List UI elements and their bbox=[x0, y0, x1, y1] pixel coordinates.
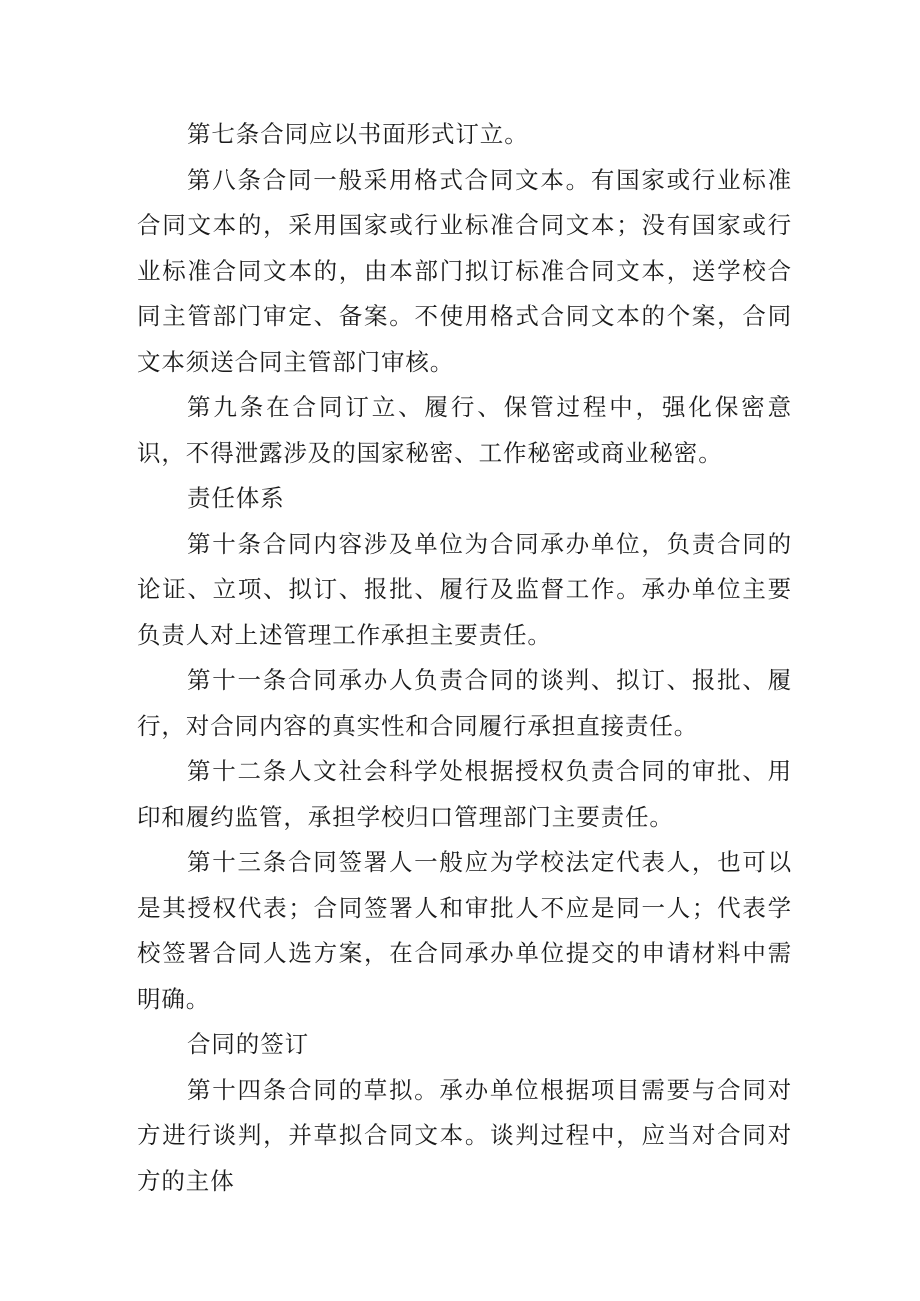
article-11: 第十一条合同承办人负责合同的谈判、拟订、报批、履行，对合同内容的真实性和合同履行承担直接责任。 bbox=[137, 666, 792, 740]
section-heading-signing: 合同的签订 bbox=[187, 1030, 309, 1058]
article-12: 第十二条人文社会科学处根据授权负责合同的审批、用印和履约监管，承担学校归口管理部门主要责任。 bbox=[137, 757, 792, 831]
article-10: 第十条合同内容涉及单位为合同承办单位，负责合同的论证、立项、拟订、报批、履行及监督工作。承办单位主要负责人对上述管理工作承担主要责任。 bbox=[137, 529, 792, 649]
article-13: 第十三条合同签署人一般应为学校法定代表人，也可以是其授权代表；合同签署人和审批人不应是同一人；代表学校签署合同人选方案，在合同承办单位提交的申请材料中需明确。 bbox=[137, 848, 792, 1013]
article-7: 第七条合同应以书面形式订立。 bbox=[187, 120, 529, 148]
article-9: 第九条在合同订立、履行、保管过程中，强化保密意识，不得泄露涉及的国家秘密、工作秘密或商业秘密。 bbox=[137, 393, 792, 467]
section-heading-responsibility: 责任体系 bbox=[187, 484, 285, 512]
article-8: 第八条合同一般采用格式合同文本。有国家或行业标准合同文本的，采用国家或行业标准合同文本；没有国家或行业标准合同文本的，由本部门拟订标准合同文本，送学校合同主管部门审定、备案。不使用格式合同文本的个案，合同文本须送合同主管部门审核。 bbox=[137, 165, 792, 376]
article-14: 第十四条合同的草拟。承办单位根据项目需要与合同对方进行谈判，并草拟合同文本。谈判过程中，应当对合同对方的主体 bbox=[137, 1075, 792, 1195]
document-body bbox=[137, 112, 792, 1204]
